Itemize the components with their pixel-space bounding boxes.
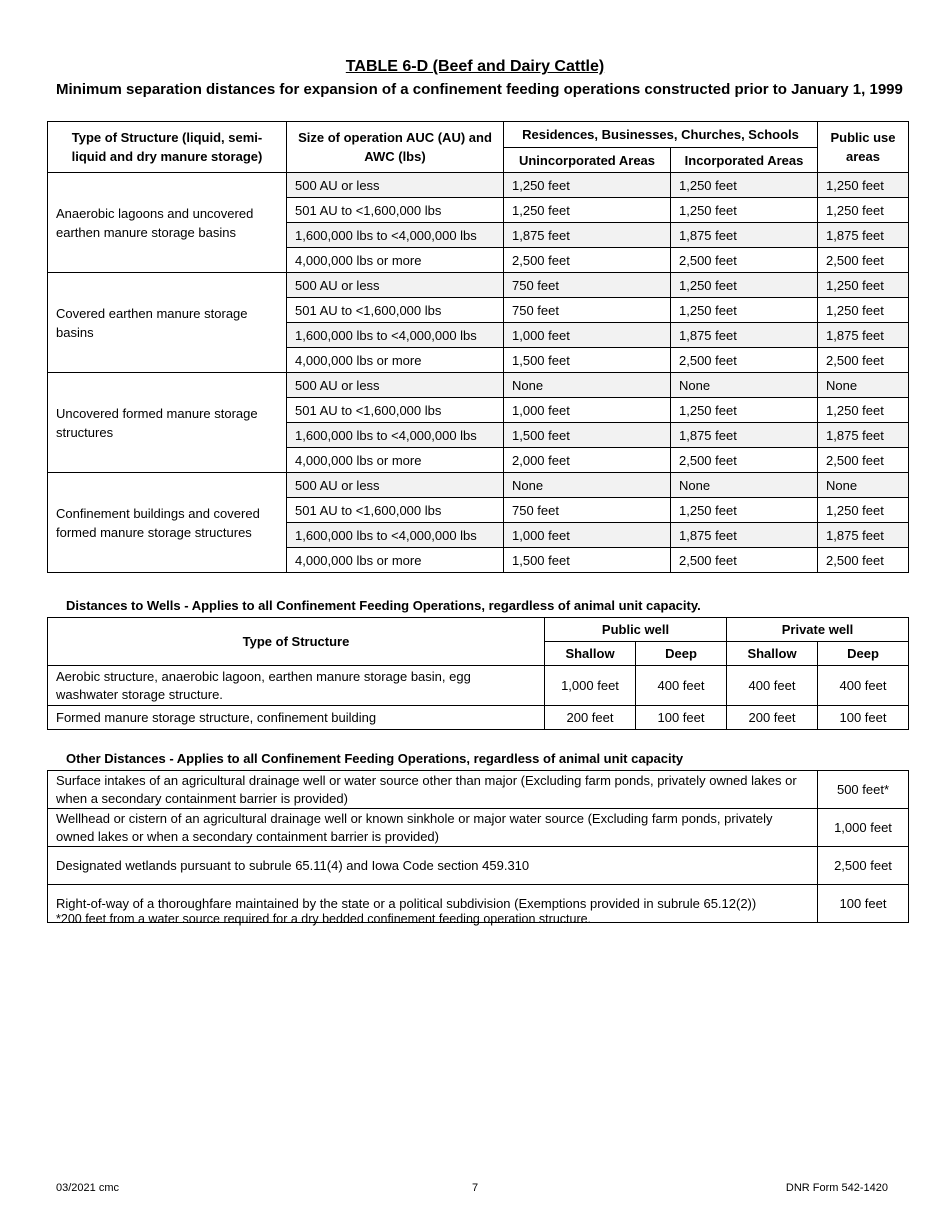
table-row	[48, 473, 909, 498]
other-row-distance: 500 feet*	[818, 771, 909, 809]
incorporated-cell: 1,875 feet	[671, 223, 818, 248]
header-structure-type: Type of Structure (liquid, semi-liquid and dry manure storage)	[48, 122, 287, 173]
well-row-type: Aerobic structure, anaerobic lagoon, earthen manure storage basin, egg washwater storage structure.	[48, 666, 545, 706]
well-row-public-shallow: 200 feet	[545, 706, 636, 730]
incorporated-cell: 1,250 feet	[671, 173, 818, 198]
wells-heading: Distances to Wells - Applies to all Confinement Feeding Operations, regardless of animal unit capacity.	[66, 598, 701, 613]
well-row-private-shallow: 200 feet	[727, 706, 818, 730]
unincorporated-cell: 1,500 feet	[504, 423, 671, 448]
other-row-desc: Right-of-way of a thoroughfare maintained by the state or a political subdivision (Exemptions provided in subrule 65.12(2))	[48, 885, 818, 923]
unincorporated-cell: 1,250 feet	[504, 173, 671, 198]
public-use-cell: 2,500 feet	[818, 448, 909, 473]
wells-header-type: Type of Structure	[48, 618, 545, 666]
size-cell: 501 AU to <1,600,000 lbs	[287, 398, 504, 423]
other-row-distance: 1,000 feet	[818, 809, 909, 847]
wells-header-private: Private well	[727, 618, 909, 642]
header-residences-group: Residences, Businesses, Churches, Schools	[504, 122, 818, 148]
size-cell: 501 AU to <1,600,000 lbs	[287, 298, 504, 323]
incorporated-cell: 1,875 feet	[671, 323, 818, 348]
well-row-private-deep: 100 feet	[818, 706, 909, 730]
public-use-cell: 1,875 feet	[818, 223, 909, 248]
unincorporated-cell: 1,875 feet	[504, 223, 671, 248]
incorporated-cell: 2,500 feet	[671, 348, 818, 373]
wells-header-public: Public well	[545, 618, 727, 642]
other-row-desc: Surface intakes of an agricultural drainage well or water source other than major (Excluding farm ponds, privately owned lakes or when a secondary containment barrier is provided)	[48, 771, 818, 809]
structure-type-cell: Uncovered formed manure storage structures	[48, 373, 287, 473]
size-cell: 501 AU to <1,600,000 lbs	[287, 498, 504, 523]
other-distances-heading: Other Distances - Applies to all Confinement Feeding Operations, regardless of animal unit capacity	[66, 751, 684, 766]
other-row-desc: Wellhead or cistern of an agricultural drainage well or known sinkhole or major water source (Excluding farm ponds, privately owned lakes or when a secondary containment barrier is provided)	[48, 809, 818, 847]
unincorporated-cell: 750 feet	[504, 298, 671, 323]
public-use-cell: None	[818, 473, 909, 498]
public-use-cell: 2,500 feet	[818, 348, 909, 373]
unincorporated-cell: 1,500 feet	[504, 548, 671, 573]
size-cell: 1,600,000 lbs to <4,000,000 lbs	[287, 323, 504, 348]
structure-type-cell: Confinement buildings and covered formed manure storage structures	[48, 473, 287, 573]
unincorporated-cell: 1,500 feet	[504, 348, 671, 373]
public-use-cell: 1,250 feet	[818, 198, 909, 223]
well-row-public-deep: 400 feet	[636, 666, 727, 706]
size-cell: 501 AU to <1,600,000 lbs	[287, 198, 504, 223]
footer-date: 03/2021 cmc	[56, 1182, 119, 1194]
footnote: *200 feet from a water source required for a dry bedded confinement feeding operation structure.	[56, 912, 592, 926]
well-row-public-shallow: 1,000 feet	[545, 666, 636, 706]
unincorporated-cell: 750 feet	[504, 498, 671, 523]
well-row-private-deep: 400 feet	[818, 666, 909, 706]
unincorporated-cell: 1,250 feet	[504, 198, 671, 223]
incorporated-cell: None	[671, 473, 818, 498]
public-use-cell: 1,875 feet	[818, 423, 909, 448]
table-row	[48, 809, 909, 847]
header-incorporated: Incorporated Areas	[671, 148, 818, 173]
incorporated-cell: 1,250 feet	[671, 298, 818, 323]
incorporated-cell: 1,250 feet	[671, 498, 818, 523]
page-subtitle: Minimum separation distances for expansion of a confinement feeding operations constructed prior to January 1, 1999	[56, 81, 903, 98]
size-cell: 500 AU or less	[287, 373, 504, 398]
other-distances-table	[47, 770, 909, 923]
wells-header-private-deep: Deep	[818, 642, 909, 666]
separation-table-body	[48, 173, 909, 573]
well-row-public-deep: 100 feet	[636, 706, 727, 730]
page-title: TABLE 6-D (Beef and Dairy Cattle)	[345, 58, 605, 75]
header-unincorporated: Unincorporated Areas	[504, 148, 671, 173]
unincorporated-cell: 2,500 feet	[504, 248, 671, 273]
unincorporated-cell: 2,000 feet	[504, 448, 671, 473]
public-use-cell: 1,250 feet	[818, 498, 909, 523]
incorporated-cell: None	[671, 373, 818, 398]
other-row-distance: 100 feet	[818, 885, 909, 923]
wells-distance-table	[47, 617, 909, 730]
public-use-cell: None	[818, 373, 909, 398]
other-row-distance: 2,500 feet	[818, 847, 909, 885]
size-cell: 1,600,000 lbs to <4,000,000 lbs	[287, 423, 504, 448]
wells-header-private-shallow: Shallow	[727, 642, 818, 666]
structure-type-cell: Covered earthen manure storage basins	[48, 273, 287, 373]
table-row	[48, 706, 909, 730]
size-cell: 4,000,000 lbs or more	[287, 348, 504, 373]
incorporated-cell: 1,250 feet	[671, 273, 818, 298]
table-row	[48, 847, 909, 885]
unincorporated-cell: 1,000 feet	[504, 323, 671, 348]
structure-type-cell: Anaerobic lagoons and uncovered earthen manure storage basins	[48, 173, 287, 273]
incorporated-cell: 2,500 feet	[671, 448, 818, 473]
incorporated-cell: 1,875 feet	[671, 523, 818, 548]
unincorporated-cell: 750 feet	[504, 273, 671, 298]
form-number: DNR Form 542-1420	[785, 1182, 888, 1194]
table-row	[48, 173, 909, 198]
other-row-desc: Designated wetlands pursuant to subrule 65.11(4) and Iowa Code section 459.310	[48, 847, 818, 885]
size-cell: 500 AU or less	[287, 173, 504, 198]
unincorporated-cell: None	[504, 473, 671, 498]
unincorporated-cell: None	[504, 373, 671, 398]
public-use-cell: 1,250 feet	[818, 173, 909, 198]
incorporated-cell: 1,250 feet	[671, 398, 818, 423]
public-use-cell: 2,500 feet	[818, 248, 909, 273]
public-use-cell: 1,250 feet	[818, 398, 909, 423]
public-use-cell: 1,250 feet	[818, 273, 909, 298]
well-row-type: Formed manure storage structure, confinement building	[48, 706, 545, 730]
unincorporated-cell: 1,000 feet	[504, 523, 671, 548]
public-use-cell: 2,500 feet	[818, 548, 909, 573]
wells-header-public-shallow: Shallow	[545, 642, 636, 666]
size-cell: 1,600,000 lbs to <4,000,000 lbs	[287, 523, 504, 548]
public-use-cell: 1,875 feet	[818, 523, 909, 548]
table-row	[48, 666, 909, 706]
wells-header-public-deep: Deep	[636, 642, 727, 666]
unincorporated-cell: 1,000 feet	[504, 398, 671, 423]
header-operation-size: Size of operation AUC (AU) and AWC (lbs)	[287, 122, 504, 173]
page-number: 7	[471, 1182, 479, 1194]
table-row	[48, 771, 909, 809]
size-cell: 4,000,000 lbs or more	[287, 548, 504, 573]
size-cell: 500 AU or less	[287, 273, 504, 298]
incorporated-cell: 1,875 feet	[671, 423, 818, 448]
size-cell: 1,600,000 lbs to <4,000,000 lbs	[287, 223, 504, 248]
table-row	[48, 373, 909, 398]
separation-distance-table	[47, 121, 909, 573]
incorporated-cell: 1,250 feet	[671, 198, 818, 223]
header-public-use: Public use areas	[818, 122, 909, 173]
public-use-cell: 1,875 feet	[818, 323, 909, 348]
well-row-private-shallow: 400 feet	[727, 666, 818, 706]
size-cell: 500 AU or less	[287, 473, 504, 498]
table-row	[48, 273, 909, 298]
size-cell: 4,000,000 lbs or more	[287, 448, 504, 473]
incorporated-cell: 2,500 feet	[671, 548, 818, 573]
incorporated-cell: 2,500 feet	[671, 248, 818, 273]
public-use-cell: 1,250 feet	[818, 298, 909, 323]
size-cell: 4,000,000 lbs or more	[287, 248, 504, 273]
